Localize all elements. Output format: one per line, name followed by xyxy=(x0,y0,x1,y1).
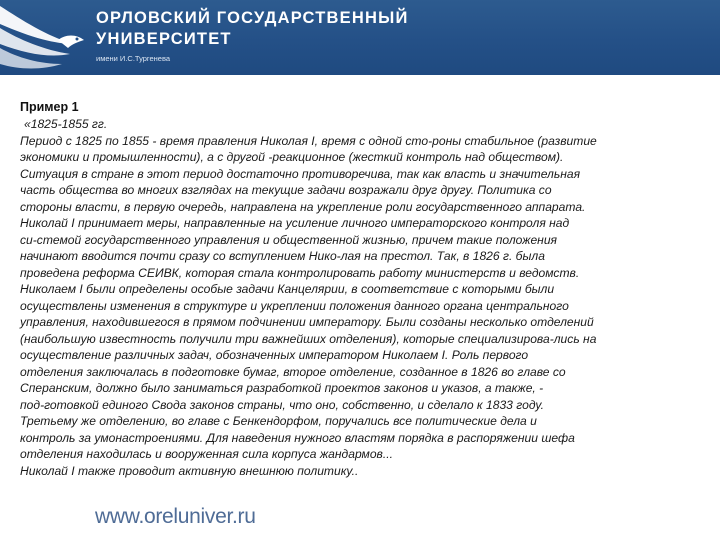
university-name-line1: ОРЛОВСКИЙ ГОСУДАРСТВЕННЫЙ xyxy=(96,9,409,27)
text-line: Сперанским, должно было заниматься разработкой проектов законов и указов, а также, - xyxy=(20,381,544,395)
university-subtitle: имени И.С.Тургенева xyxy=(96,54,171,63)
text-line: отделения находилась и вооруженная сила корпуса жандармов... xyxy=(20,447,393,461)
text-line: Николаем I были определены особые задачи Канцелярии, в соответствие с которыми были xyxy=(20,282,555,296)
text-line: стороны власти, в первую очередь, направлена на укрепление роли государственного аппарата. xyxy=(20,199,586,214)
footer-website-url[interactable]: www.oreluniver.ru xyxy=(95,505,256,528)
university-name-line2: УНИВЕРСИТЕТ xyxy=(96,30,232,48)
text-line: Третьему же отделению, во главе с Бенкендорфом, поручались все политические дела и xyxy=(20,414,537,428)
bird-wing-logo-icon xyxy=(0,0,90,75)
text-line: (наибольшую известность получили три важнейших отделения), которые специализирова-лись на xyxy=(20,331,597,346)
text-line: си-стемой государственного управления и общественной жизнью, причем такие положения xyxy=(20,232,558,247)
text-line: Период с 1825 по 1855 - время правления Николая I, время с одной сто-роны стабильное (развитие xyxy=(20,133,597,148)
text-line: начинают вводится почти сразу со вступлением Нико-лая на престол. Так, в 1826 г. была xyxy=(20,249,545,263)
slide-title: Пример 1 xyxy=(20,100,79,114)
text-line: часть общества во многих взглядах на текущие задачи возражали друг другу. Политика со xyxy=(20,183,552,197)
text-line: отделения заключалась в подготовке бумаг, второе отделение, созданное в 1826 во главе со xyxy=(20,364,566,379)
slide-body-text xyxy=(20,116,710,479)
text-line: управления, находившегося в прямом подчинении императору. Были созданы несколько отделений xyxy=(20,315,594,329)
text-line: осуществлены изменения в структуре и укреплении положения данного органа центрального xyxy=(20,298,569,313)
text-line: осуществление различных задач, обозначенных императором Николаем I. Роль первого xyxy=(20,348,529,362)
text-line: под-готовкой единого Свода законов страны, что оно, собственно, и сделало к 1833 году. xyxy=(20,397,544,412)
text-line: Николай I также проводит активную внешнюю политику.. xyxy=(20,463,359,478)
text-line: Николай I принимает меры, направленные на усиление личного императорского контроля над xyxy=(20,216,570,230)
header-banner xyxy=(0,0,720,75)
text-line: контроль за умонастроениями. Для наведения нужного властям порядка в распоряжении шефа xyxy=(20,430,575,445)
text-line: «1825-1855 гг. xyxy=(24,117,108,131)
text-line: проведена реформа СЕИВК, которая стала контролировать работу министерств и ведомств. xyxy=(20,265,580,280)
text-line: Ситуация в стране в этот период достаточно противоречива, так как власть и значительная xyxy=(20,166,581,181)
text-line: экономики и промышленности), а с другой -реакционное (жесткий контроль над обществом). xyxy=(20,150,564,164)
